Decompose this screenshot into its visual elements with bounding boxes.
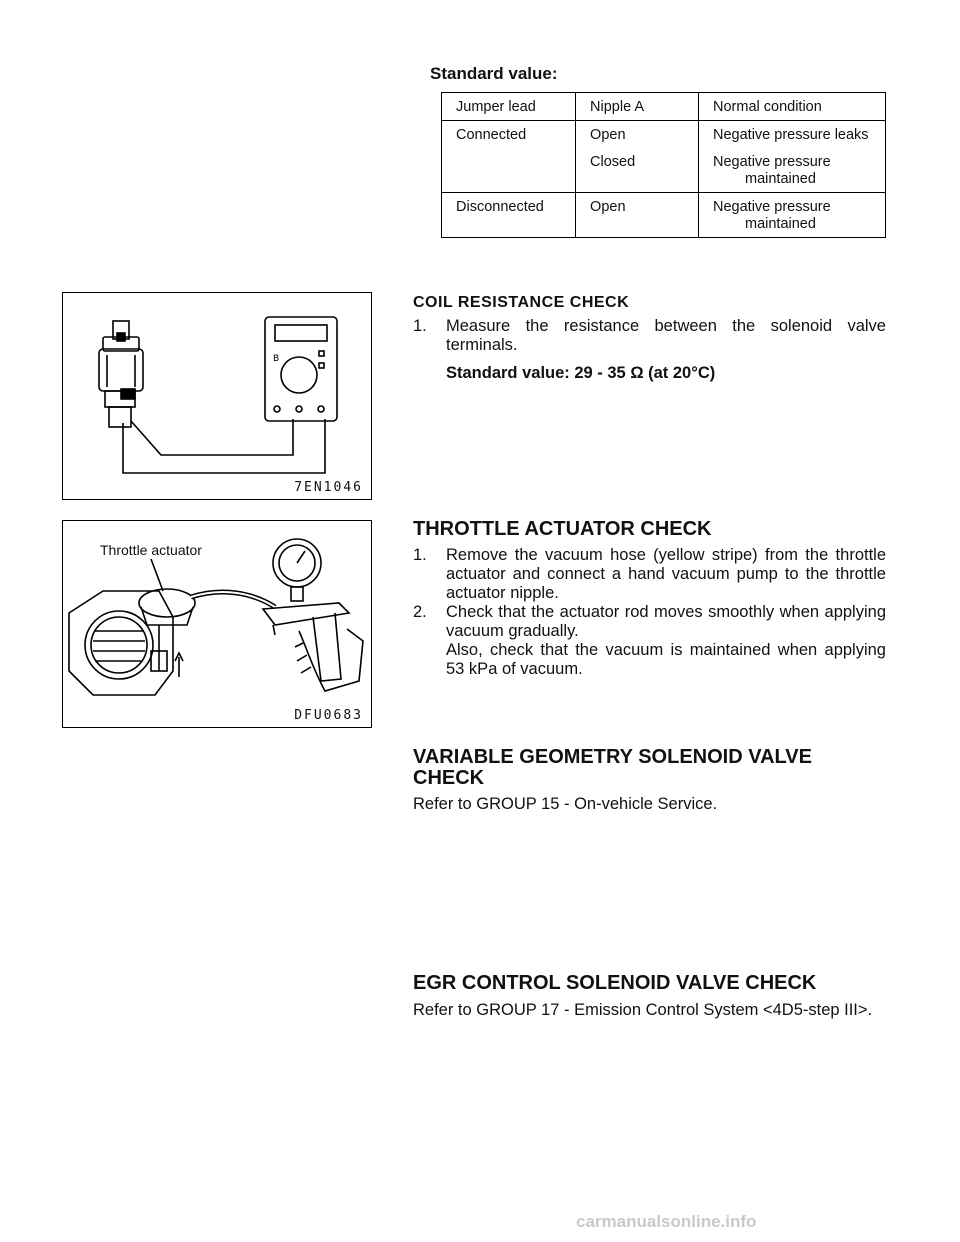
step-number: 1. [413,546,427,564]
cell-jumper: Disconnected [442,193,576,238]
cell-jumper: Connected [442,121,576,193]
cell-nipple: Open [576,193,699,238]
header-jumper-lead: Jumper lead [442,93,576,121]
step-number: 1. [413,317,427,335]
egr-check-title: EGR CONTROL SOLENOID VALVE CHECK [413,972,817,994]
solenoid-multimeter-illustration [63,293,371,499]
vg-check-title-line1: VARIABLE GEOMETRY SOLENOID VALVE [413,746,812,768]
cell-nipple: Closed [576,148,699,193]
vg-check-text: Refer to GROUP 15 - On-vehicle Service. [413,795,718,813]
cell-condition: Negative pressure maintained [699,148,886,193]
step-number: 2. [413,603,427,621]
coil-standard-value: Standard value: 29 - 35 Ω (at 20°C) [446,364,716,382]
cell-condition: Negative pressure leaks [699,121,886,149]
throttle-step1-text: Remove the vacuum hose (yellow stripe) from the throttle actuator and connect a hand vacuum pump to the throttle actuator nipple. [446,546,886,602]
throttle-step2-text: Check that the actuator rod moves smoothly when applying vacuum gradually. [446,603,886,640]
table-header-row [442,93,886,121]
table-row [442,193,886,238]
cell-nipple: Open [576,121,699,149]
standard-value-table [441,92,886,238]
throttle-check-title: THROTTLE ACTUATOR CHECK [413,518,712,540]
cell-condition: Negative pressure maintained [699,193,886,238]
standard-value-title: Standard value: [430,64,558,83]
svg-text:B: B [273,354,280,364]
header-normal-condition: Normal condition [699,93,886,121]
throttle-step2-note: Also, check that the vacuum is maintained when applying 53 kPa of vacuum. [446,641,886,678]
footer-watermark: carmanualsonline.info [576,1212,757,1231]
header-nipple-a: Nipple A [576,93,699,121]
coil-check-title: COIL RESISTANCE CHECK [413,294,630,311]
vg-check-title-line2: CHECK [413,767,485,789]
egr-check-text: Refer to GROUP 17 - Emission Control System <4D5-step III>. [413,1001,873,1019]
throttle-actuator-figure [62,520,372,728]
figure-code: 7EN1046 [294,480,363,495]
coil-step1-text: Measure the resistance between the solenoid valve terminals. [446,317,886,354]
coil-resistance-figure [62,292,372,500]
figure-code: DFU0683 [294,708,363,723]
table-row [442,121,886,149]
throttle-actuator-label: Throttle actuator [100,542,202,558]
